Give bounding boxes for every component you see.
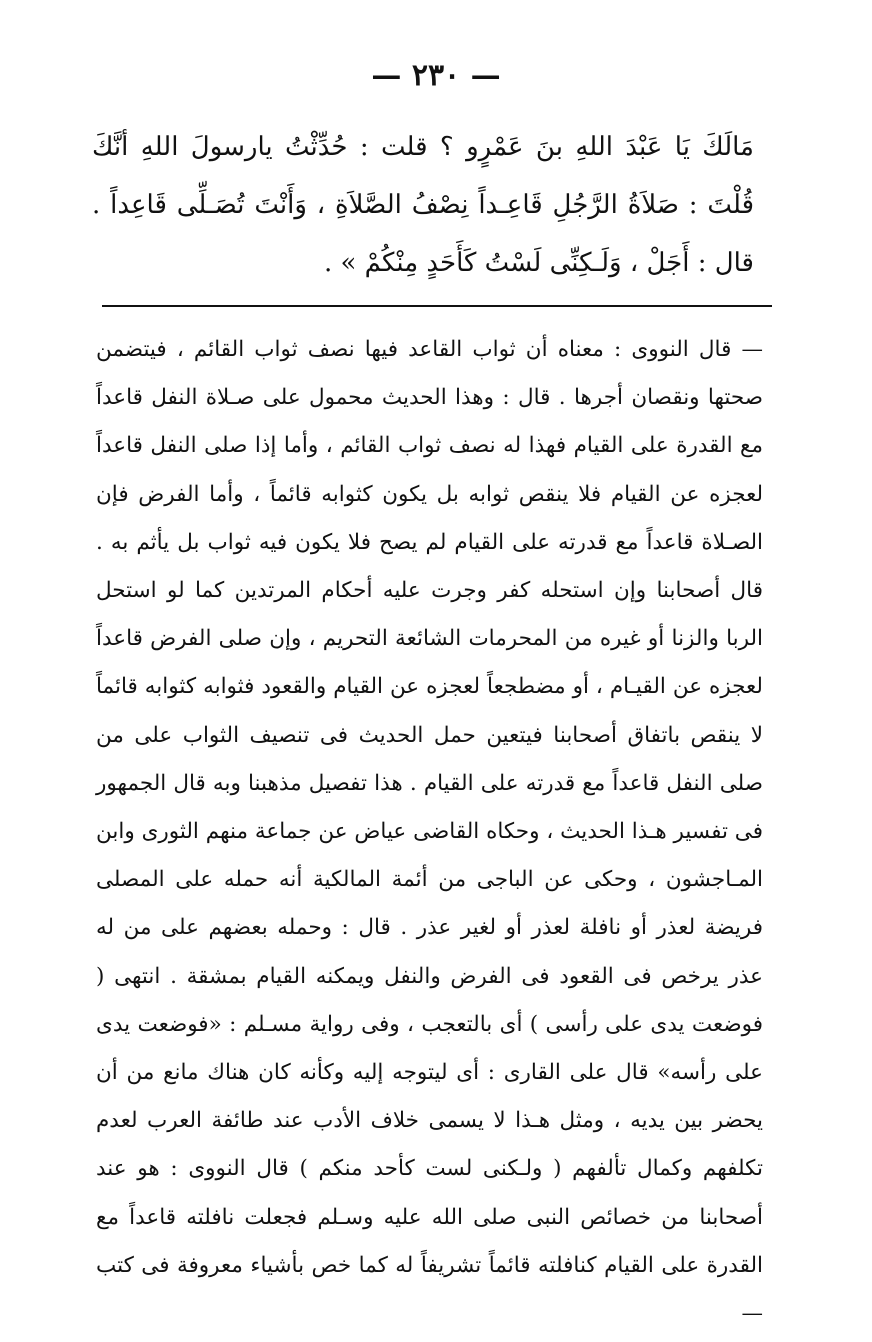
footnote-divider — [102, 305, 772, 307]
commentary-text: — قال النووى : معناه أن ثواب القاعد فيها نصف ثواب القائم ، فيتضمن صحتها ونقصان أجرها . قال : وهذا الحديث محمول على صـلاة النفل قاعداً مع القدرة على القيام فهذا له نصف ثواب القائم ، وأما إذا صلى النفل قاعداً لعجزه عن القيام فلا ينقص ثوابه بل يكون كثوابه قائماً ، وأما الفرض فإن الصـلاة قاعداً مع قدرته على القيام لم يصح فلا يكون فيه ثواب بل يأثم به . قال أصحابنا وإن استحله كفر وجرت عليه أحكام المرتدين كما لو استحل الربا والزنا أو غيره من المحرمات الشائعة التحريم ، وإن صلى الفرض قاعداً لعجزه عن القيـام ، أو مضطجعاً لعجزه عن القيام والقعود فثوابه كثوابه قائماً لا ينقص باتفاق أصحابنا فيتعين حمل الحديث فى تنصيف الثواب على من صلى النفل قاعداً مع قدرته على القيام . هذا تفصيل مذهبنا وبه قال الجمهور فى تفسير هـذا الحديث ، وحكاه القاضى عياض عن جماعة منهم الثورى وابن المـاجشون ، وحكى عن الباجى من أئمة المالكية أنه حمله على المصلى فريضة لعذر أو نافلة لعذر أو لغير عذر . قال : وحمله بعضهم على من له عذر يرخص فى القعود فى الفرض والنفل ويمكنه القيام بمشقة . انتهى ( فوضعت يدى على رأسى ) أى بالتعجب ، وفى رواية مسـلم : «فوضعت يدى على رأسه» قال على القارى : أى ليتوجه إليه وكأنه كان هناك مانع من أن يحضر بين يديه ، ومثل هـذا لا يسمى خلاف الأدب عند طائفة العرب لعدم تكلفهم وكمال تألفهم ( ولـكنى لست كأحد منكم ) قال النووى : هو عند أصحابنا من خصائص النبى صلى الله عليه وسـلم فجعلت نافلته قاعداً مع القدرة على القيام كنافلته قائماً تشريفاً له كما خص بأشياء معروفة فى كتب — — [96, 337, 763, 1327]
hadith-text: مَالَكَ يَا عَبْدَ اللهِ بنَ عَمْرٍو ؟ قلت : حُدِّثْتُ يارسولَ اللهِ أنَّكَ قُلْتَ : صَلاَةُ الرَّجُلِ قَاعِـداً نِصْفُ الصَّلاَةِ ، وَأَنْتَ تُصَـلِّى قَاعِداً . قال : أَجَلْ ، وَلَـكِنِّى لَسْتُ كَأَحَدٍ مِنْكُمْ » . — [92, 132, 754, 278]
page-number: — ٢٣٠ — — [371, 58, 501, 93]
